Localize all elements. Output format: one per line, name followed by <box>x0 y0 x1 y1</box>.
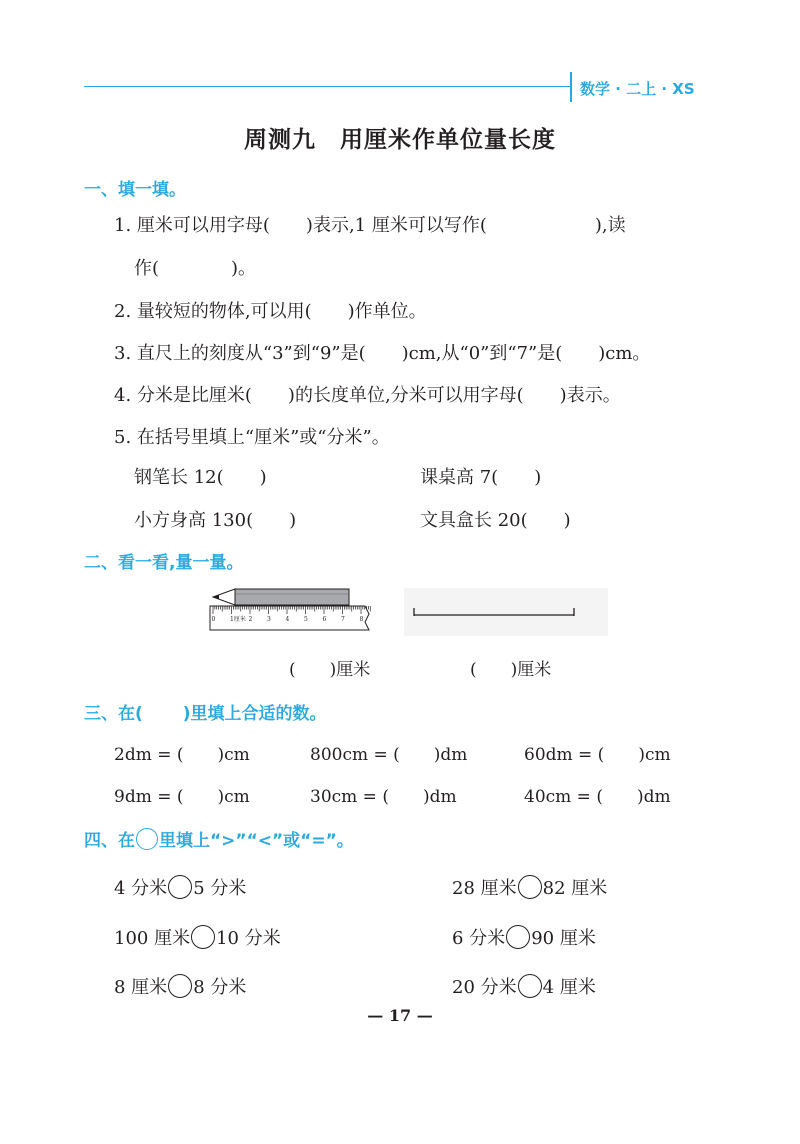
segment-background <box>404 588 608 636</box>
header-divider <box>570 72 572 102</box>
compare-item-2: 28 厘米 82 厘米 <box>452 874 607 900</box>
question-5: 5. 在括号里填上“厘米”或“分米”。 <box>114 427 390 448</box>
compare-item-4: 6 分米 90 厘米 <box>452 924 596 950</box>
conversion-1: 2dm = ( )cm <box>114 745 250 765</box>
compare-circle[interactable] <box>518 875 542 899</box>
page-number: — 17 — <box>367 1006 433 1025</box>
compare-item-3: 100 厘米 10 分米 <box>114 924 281 950</box>
section-3-heading <box>84 699 327 724</box>
compare-item-5: 8 厘米 8 分米 <box>114 973 246 999</box>
compare-circle[interactable] <box>518 974 542 998</box>
section-4-heading <box>84 826 354 851</box>
page-title: 周测九 用厘米作单位量长度 <box>244 127 556 153</box>
measure-answer-segment: ( )厘米 <box>470 660 552 680</box>
question-1-line-2: 作( )。 <box>134 258 257 279</box>
section-2-heading: 二、看一看,量一量。 <box>84 553 244 573</box>
compare-circle[interactable] <box>168 875 192 899</box>
compare-item-6: 20 分米 4 厘米 <box>452 973 596 999</box>
section-4-heading-post: 里填上“>”“<”或“=”。 <box>159 831 354 851</box>
pencil-body <box>235 589 349 605</box>
section-3-heading-pre: 三、在( <box>84 704 143 724</box>
conversion-5: 30cm = ( )dm <box>310 787 457 807</box>
ruler-label: 0 <box>211 616 216 623</box>
ruler-label: 8 <box>359 616 364 623</box>
compare-item-1: 4 分米 5 分米 <box>114 874 246 900</box>
question-2: 2. 量较短的物体,可以用( )作单位。 <box>114 301 427 322</box>
ruler-label: 3 <box>267 616 271 623</box>
ruler-label: 1厘米 <box>230 616 246 623</box>
compare-circle[interactable] <box>168 974 192 998</box>
pencil-ruler-figure <box>205 584 375 636</box>
conversion-3: 60dm = ( )cm <box>524 745 671 765</box>
header-tag: 数学 · 二上 · XS <box>580 80 695 98</box>
conversion-6: 40cm = ( )dm <box>524 787 671 807</box>
fill-item-height: 小方身高 130( ) <box>134 510 297 531</box>
conversion-4: 9dm = ( )cm <box>114 787 250 807</box>
fill-item-desk: 课桌高 7( ) <box>420 467 542 488</box>
ruler-label: 6 <box>322 616 327 623</box>
ruler-label: 4 <box>285 616 290 623</box>
ruler-label: 7 <box>341 616 345 623</box>
ruler-label: 5 <box>304 616 308 623</box>
conversion-2: 800cm = ( )dm <box>310 745 468 765</box>
compare-circle[interactable] <box>506 925 530 949</box>
section-1-heading: 一、填一填。 <box>84 180 186 200</box>
section-3-heading-post: )里填上合适的数。 <box>182 704 327 724</box>
circle-icon <box>136 828 158 850</box>
line-segment-figure <box>404 588 608 636</box>
fill-item-pencil-box: 文具盒长 20( ) <box>420 510 571 531</box>
fill-item-pen: 钢笔长 12( ) <box>134 467 267 488</box>
header-rule <box>84 86 570 87</box>
question-1-line-1: 1. 厘米可以用字母( )表示,1 厘米可以写作( ),读 <box>114 215 626 236</box>
question-3: 3. 直尺上的刻度从“3”到“9”是( )cm,从“0”到“7”是( )cm。 <box>114 343 651 364</box>
section-4-heading-pre: 四、在 <box>84 831 135 851</box>
compare-circle[interactable] <box>191 925 215 949</box>
ruler-label: 2 <box>248 616 253 623</box>
question-4: 4. 分米是比厘米( )的长度单位,分米可以用字母( )表示。 <box>114 385 621 406</box>
measure-answer-pencil: ( )厘米 <box>289 660 371 680</box>
